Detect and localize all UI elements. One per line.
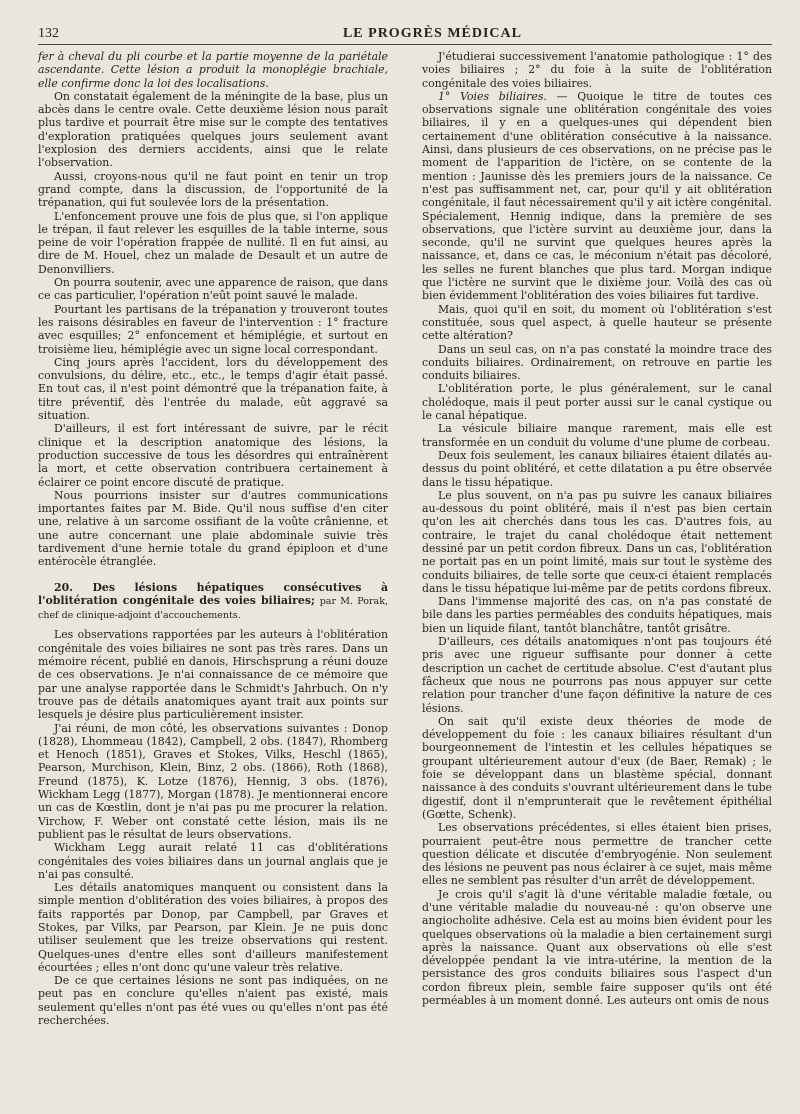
left-column (38, 50, 388, 1027)
paragraph: D'ailleurs, il est fort intéressant de suivre, par le récit clinique et la description anatomique des lésions, la production successive de tous les désordres qui entraînèrent la mort, et cette observation contribuera certainement à éclairer ce point encore discuté de pratique. (38, 422, 388, 489)
paragraph: Je crois qu'il s'agit là d'une véritable maladie fœtale, ou d'une véritable maladie du nouveau-né : qu'on observe une angiocholite adhésive. Cela est au moins bien évident pour les quelques observations où la maladie a bien certainement surgi après la naissance. Quant aux observations où elle s'est développée pendant la vie intra-utérine, la mention de la persistance des gros conduits biliaires sous l'aspect d'un cordon fibreux plein, semble faire supposer qu'ils ont été perméables à un moment donné. Les auteurs ont omis de nous (422, 887, 772, 1008)
paragraph: L'enfoncement prouve une fois de plus que, si l'on applique le trépan, il faut relever les esquilles de la table interne, sous peine de voir l'opération frappée de nullité. Il en fut ainsi, au dire de M. Houel, chez un malade de Desault et un autre de Denonvilliers. (38, 209, 388, 276)
paragraph: J'étudierai successivement l'anatomie pathologique : 1° des voies biliaires ; 2° du foie à la suite de l'oblitération congénitale des voies biliaires. (422, 50, 772, 90)
paragraph: Le plus souvent, on n'a pas pu suivre les canaux biliaires au-dessous du point oblitéré, mais il n'est pas bien certain qu'on les ait cherchés dans tous les cas. D'autres fois, au contraire, le trajet du canal cholédoque était nettement dessiné par un petit cordon fibreux. Dans un cas, l'oblitération ne portait pas en un point limité, mais sur tout le système des conduits biliaires, de telle sorte que ceux-ci étaient remplacés dans le tissu hépatique lui-même par de petits cordons fibreux. (422, 488, 772, 595)
page-number: 132 (38, 26, 59, 41)
section-title: 20. Des lésions hépatiques consécutives à l'oblitération congénitale des voies biliaires; (38, 580, 388, 607)
paragraph: Cinq jours après l'accident, lors du développement des convulsions, du délire, etc., etc., le temps d'agir était passé. En tout cas, il n'est point démontré que la trépanation faite, à titre préventif, dès l'entrée du malade, eût aggravé sa situation. (38, 355, 388, 423)
paragraph: Wickham Legg aurait relaté 11 cas d'oblitérations congénitales des voies biliaires dans un journal anglais que je n'ai pas consulté. (38, 841, 388, 881)
paragraph: Deux fois seulement, les canaux biliaires étaient dilatés au-dessus du point oblitéré, et cette dilatation a pu être observée dans le tissu hépatique. (422, 448, 772, 489)
paragraph: Dans un seul cas, on n'a pas constaté la moindre trace des conduits biliaires. Ordinairement, on retrouve en partie les conduits biliaires. (422, 342, 772, 383)
paragraph: Nous pourrions insister sur d'autres communications importantes faites par M. Bide. Qu'il nous suffise d'en citer une, relative à un sarcome ossifiant de la voûte crânienne, et une autre concernant une plaie abdominale suivie très tardivement d'une hernie totale du grand épiploon et d'une entérocèle étranglée. (38, 488, 388, 569)
paragraph: Mais, quoi qu'il en soit, du moment où l'oblitération s'est constituée, sous quel aspect, à quelle hauteur se présente cette altération? (422, 302, 772, 343)
two-column-body (38, 50, 772, 1027)
right-column (422, 50, 772, 1027)
paragraph: J'ai réuni, de mon côté, les observations suivantes : Donop (1828), Lhommeau (1842), Campbell, 2 obs. (1847), Rhomberg et Henoch (1851), Graves et Stokes, Vilks, Heschl (1865), Pearson, Murchison, Klein, Binz, 2 obs. (1866), Roth (1868), Freund (1875), K. Lotze (1876), Hennig, 3 obs. (1876), Wickham Legg (1877), Morgan (1878). Je mentionnerai encore un cas de Kœstlin, dont je n'ai pas pu me procurer la relation. Virchow, F. Weber ont constaté cette lésion, mais ils ne publient pas le résultat de leurs observations. (38, 721, 388, 841)
paragraph: L'oblitération porte, le plus généralement, sur le canal cholédoque, mais il peut porter aussi sur le canal cystique ou le canal hépatique. (422, 382, 772, 423)
journal-title: LE PROGRÈS MÉDICAL (342, 26, 522, 41)
paragraph: Les observations précédentes, si elles étaient bien prises, pourraient peut-être nous permettre de trancher cette question délicate et discutée d'embryogénie. Non seulement des lésions ne peuvent pas nous éclairer à ce sujet, mais même elles ne semblent pas résulter d'un arrêt de développement. (422, 821, 772, 888)
paragraph: fer à cheval du pli courbe et la partie moyenne de la pariétale ascendante. Cette lésion a produit la monoplégie brachiale, elle confirme donc la loi des localisations. (38, 50, 388, 90)
subsection-lead: 1° Voies biliaires. (438, 89, 547, 103)
section-heading (38, 581, 388, 623)
paragraph: On sait qu'il existe deux théories de mode de développement du foie : les canaux biliaires résultant d'un bourgeonnement de l'intestin et les cellules hépatiques se groupant ultérieurement autour d'eux (de Baer, Remak) ; le foie se développant dans un blastème spécial, donnant naissance à des conduits s'ouvrant ultérieurement dans le tube digestif, dont il n'emprunterait que le revêtement épithélial (Gœtte, Schenk). (422, 714, 772, 821)
paragraph: 1° Voies biliaires. — Quoique le titre de toutes ces observations signale une oblitération congénitale des voies biliaires, il y en a quelques-unes qui dépendent bien certainement d'une oblitération consécutive à la naissance. Ainsi, dans plusieurs de ces observations, on ne précise pas le moment de l'apparition de l'ictère, on se contente de la mention : Jaunisse dès les premiers jours de la naissance. Ce n'est pas suffisamment net, car, pour qu'il y ait oblitération congénitale, il faut nécessairement qu'il y ait ictère congénital. Spécialement, Hennig indique, dans la première de ses observations, que l'ictère survint au deuxième jour, dans la seconde, qu'il ne survint que quelques heures après la naissance, et, dans ce cas, le méconium n'était pas décoloré, les selles ne furent blanches que plus tard. Morgan indique que l'ictère ne survint que le dixième jour. Voilà des cas où bien évidemment l'oblitération des voies biliaires fut tardive. (422, 89, 772, 303)
page-header (38, 26, 772, 45)
paragraph: Aussi, croyons-nous qu'il ne faut point en tenir un trop grand compte, dans la discussion, de l'opportunité de la trépanation, qui fut soulevée lors de la présentation. (38, 169, 388, 210)
paragraph: Les observations rapportées par les auteurs à l'oblitération congénitale des voies biliaires ne sont pas très rares. Dans un mémoire récent, publié en danois, Hirschsprung a réuni douze de ces observations. Je n'ai connaissance de ce mémoire que par une analyse rapportée dans le Schmidt's Jahrbuch. On n'y trouve pas de détails anatomiques ayant trait aux points sur lesquels je désire plus particulièrement insister. (38, 628, 388, 722)
paragraph: Dans l'immense majorité des cas, on n'a pas constaté de bile dans les parties perméables des conduits hépatiques, mais bien un liquide filant, tantôt blanchâtre, tantôt grisâtre. (422, 595, 772, 635)
paragraph: La vésicule biliaire manque rarement, mais elle est transformée en un conduit du volume d'une plume de corbeau. (422, 422, 772, 449)
paragraph: D'ailleurs, ces détails anatomiques n'ont pas toujours été pris avec une rigueur suffisante pour donner à cette description un cachet de certitude absolue. C'est d'autant plus fâcheux que nous ne pourrons pas nous appuyer sur cette relation pour trancher d'une façon définitive la nature de ces lésions. (422, 635, 772, 715)
paragraph: Les détails anatomiques manquent ou consistent dans la simple mention d'oblitération des voies biliaires, à propos des faits rapportés par Donop, par Campbell, par Graves et Stokes, par Vilks, par Pearson, par Klein. Je ne puis donc utiliser seulement que les treize observations qui restent. Quelques-unes d'entre elles sont d'ailleurs manifestement écourtées ; elles n'ont donc qu'une valeur très relative. (38, 881, 388, 974)
paragraph: Pourtant les partisans de la trépanation y trouveront toutes les raisons désirables en faveur de l'intervention : 1° fracture avec esquilles; 2° enfoncement et hémiplégie, et surtout en troisième lieu, hémiplégie avec un signe local correspondant. (38, 302, 388, 356)
section-byline: par M. Porak, chef de clinique-adjoint d'accouchements. (38, 595, 388, 622)
paragraph: On constatait également de la méningite de la base, plus un abcès dans le centre ovale. Cette deuxième lésion nous paraît plus tardive et pourrait être mise sur le compte des tentatives d'exploration pratiquées quelques jours seulement avant l'explosion des derniers accidents, ainsi que le relate l'observation. (38, 89, 388, 170)
paragraph: De ce que certaines lésions ne sont pas indiquées, on ne peut pas en conclure qu'elles n'aient pas existé, mais seulement qu'elles n'ont pas été vues ou qu'elles n'ont pas été recherchées. (38, 974, 388, 1028)
paragraph: On pourra soutenir, avec une apparence de raison, que dans ce cas particulier, l'opération n'eût point sauvé le malade. (38, 276, 389, 303)
